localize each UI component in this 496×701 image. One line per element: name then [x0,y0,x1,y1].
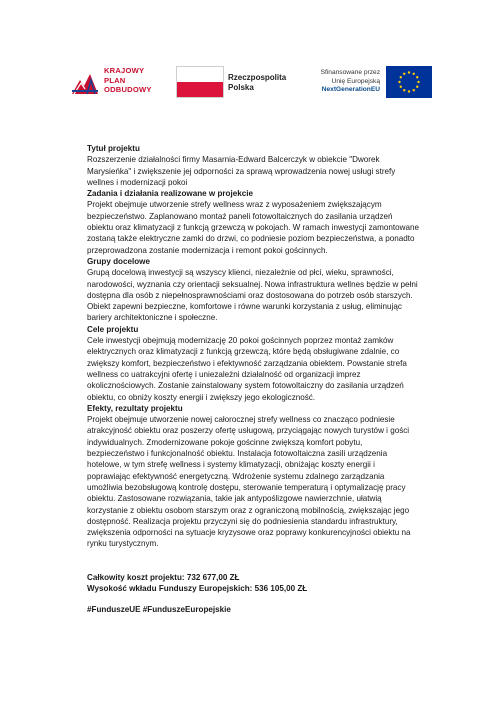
section-heading: Efekty, rezultaty projektu [87,403,183,413]
rzeczpospolita-logo [176,66,301,98]
text-line: bezpieczeństwo. Zaplanowano montaż paneli fotowoltaicznych do zasilania urządzeń [87,211,393,221]
eu-star-icon [413,89,415,91]
eu-star-icon [403,89,405,91]
text-line: hotelowe, w tym strefę wellness i systemy klimatyzacji, obniżając koszty energii i [87,460,375,470]
project-description [87,143,422,616]
ngeu-line-1: Sfinansowane przez [320,69,380,76]
section-results [87,403,422,550]
text-line: Projekt obejmuje utworzenie nowej całorocznej strefy wellness co znacząco podniesie [87,415,395,425]
text-line: narodowości, wyznania czy orientacji seksualnej. Nowa infrastruktura wellnes będzie w pełni [87,279,418,289]
text-line: Projekt obejmuje utworzenie strefy wellness wraz z wyposażeniem zwiększającym [87,200,382,210]
text-line: zostaną także elektryczne zamki do drzwi, co podniesie poziom bezpieczeństwa, a ponadto [87,234,415,244]
section-goals [87,324,422,403]
ngeu-line-2: Unię Europejską [331,77,380,85]
kpo-line-2: PLAN [104,75,126,85]
text-line: korzystanie z obiektu osobom starszym oraz z ograniczoną mobilnością, zwiększając jego [87,505,410,515]
kpo-mark-icon [70,68,100,96]
text-line: atrakcyjność obiektu oraz poszerzy ofertę usługową, przyciągając nowych turystów i gości [87,426,410,436]
eu-star-icon [416,76,418,78]
ngeu-line-3: NextGenerationEU [321,86,380,94]
text-line: okolicznościowych. Zostanie zainstalowany system fotowoltaiczny do zasilania urządzeń [87,381,404,391]
text-line: zwiększy komfort, bezpieczeństwo i efektywność zarządzania obiektem. Powstanie strefa [87,358,407,368]
eu-star-icon [403,73,405,75]
pl-line-1: Rzeczpospolita [228,73,287,82]
hashtags: #FunduszeUE #FunduszeEuropejskie [87,605,231,615]
text-line: Rozszerzenie działalności firmy Masarnia-Edward Balcerczyk w obiekcie "Dworek [87,155,380,165]
section-heading: Tytuł projektu [87,144,140,153]
eu-star-icon [400,86,402,88]
section-heading: Cele projektu [87,324,139,334]
text-line: Marysieńka" i zwiększenie jej odporności za sprawą wprowadzenia nowej usługi strefy [87,166,396,176]
text-line: Obiekt zapewni bezpieczne, komfortowe i równe warunki korzystania z usług, eliminując [87,302,402,312]
text-line: wellness co uatrakcyjni ofertę i uniezależni działalność od organizacji imprez [87,369,361,379]
text-line: Cele inwestycji obejmują modernizację 20 pokoi gościnnych poprzez montaż zamków [87,336,394,346]
text-line: obiektu. Zastosowane rozwiązania, takie jak antypoślizgowe nawierzchnie, ułatwią [87,494,382,504]
section-title [87,143,422,188]
text-line: bariery architektoniczne i społeczne. [87,313,218,323]
text-line: obiektu oraz klimatyzacji z funkcją grzewczą w pokojach. W ramach inwestycji zamontowane [87,223,419,233]
kpo-line-1: KRAJOWY [104,66,145,75]
text-line: bezpieczeństwo i funkcjonalność obiektu. Instalacja fotowoltaiczna zasili urządzenia [87,449,388,459]
section-heading: Grupy docelowe [87,256,150,266]
eu-star-icon [398,81,400,83]
pl-line-2: Polska [228,83,254,92]
logo-bar [0,0,496,110]
text-line: wellnes i modernizacji pokoi [87,177,188,187]
text-line: rynku turystycznym. [87,539,159,549]
eu-flag-icon [386,66,432,98]
eu-star-icon [417,81,419,83]
text-line: dostępna dla osób z niepełnosprawnościami oraz dostosowana do potrzeb osób starszych. [87,290,413,300]
text-line: umożliwia bezobsługową kontrolę dostępu, sterowanie temperaturą i optymalizację pracy [87,482,406,492]
eu-contribution: Wysokość wkładu Funduszy Europejskich: 536 105,00 ZŁ [87,583,308,593]
text-line: indywidualnych. Zmodernizowane pokoje gościnne zwiększą komfort pobytu, [87,437,363,447]
total-cost: Całkowity koszt projektu: 732 677,00 ZŁ [87,572,240,582]
eu-star-icon [400,76,402,78]
nextgeneration-eu-logo [308,66,432,98]
eu-star-icon [408,71,410,73]
text-line: dostępność. Realizacja projektu przyczyni się do podniesienia standardu infrastruktury, [87,516,398,526]
eu-star-icon [416,86,418,88]
section-tasks [87,188,422,256]
text-line: elektrycznych oraz klimatyzacji z funkcją grzewczą, które będą obsługiwane zdalnie, co [87,347,400,357]
text-line: obiektu, co obniży koszty energii i zwiększy jego ekologiczność. [87,392,316,402]
kpo-line-3: ODBUDOWY [104,85,152,95]
eu-star-icon [408,90,410,92]
text-line: zwiększenia odporności na sytuacje kryzysowe oraz poprawy konkurencyjności obiektu na [87,528,411,538]
polish-flag-icon [176,66,224,98]
text-line: przeprowadzona zostanie modernizacja i remont pokoi gościnnych. [87,245,328,255]
text-line: poprawiając efektywność energetyczną. Wdrożenie systemu zdalnego zarządzania [87,471,385,481]
eu-star-icon [413,73,415,75]
section-target-groups [87,256,422,324]
text-line: Grupą docelową inwestycji są wszyscy klienci, niezależnie od płci, wieku, sprawności, [87,268,394,278]
section-heading: Zadania i działania realizowane w projekcie [87,189,253,199]
kpo-logo [70,66,160,98]
